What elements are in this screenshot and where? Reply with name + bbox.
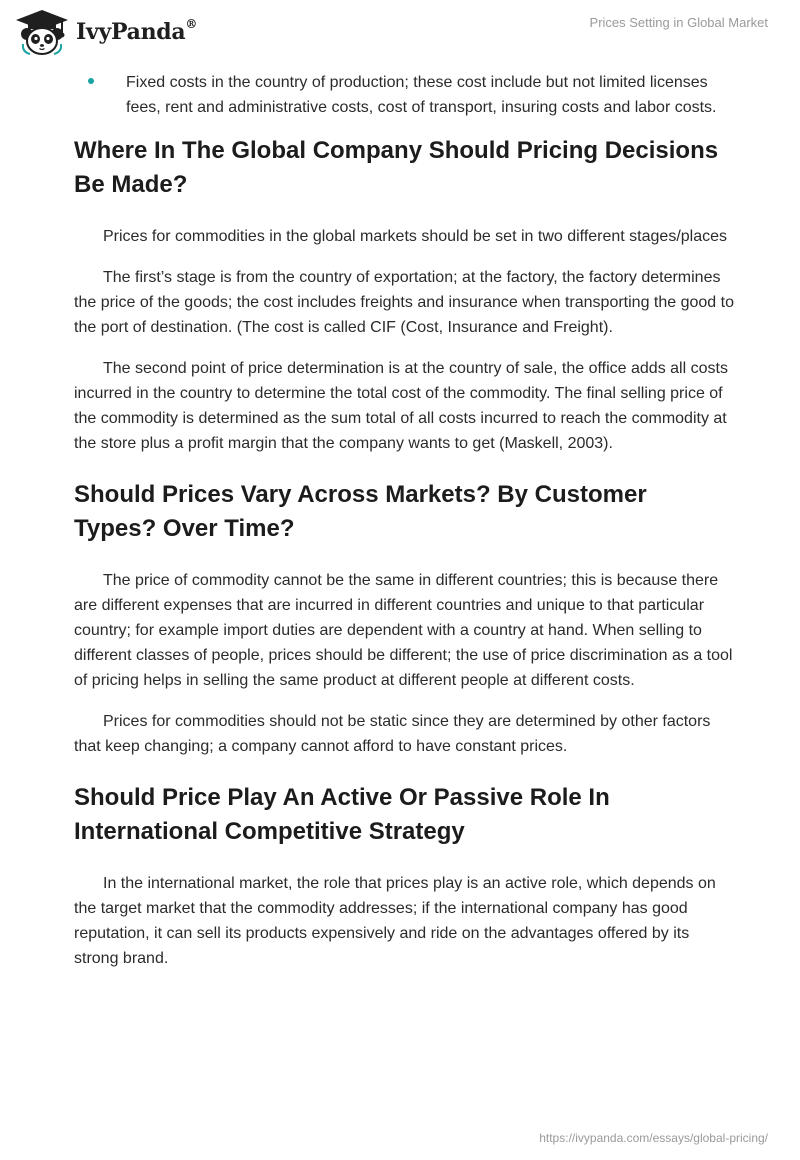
page-header bbox=[0, 0, 800, 64]
brand-name: IvyPanda® bbox=[76, 17, 198, 45]
document-title: Prices Setting in Global Market bbox=[589, 15, 768, 30]
section-heading: Where In The Global Company Should Pricing Decisions Be Made? bbox=[74, 137, 719, 198]
bullet-dot-icon bbox=[88, 78, 94, 84]
paragraph: Prices for commodities in the global markets should be set in two different stages/places bbox=[103, 228, 728, 245]
source-url-link[interactable]: https://ivypanda.com/essays/global-pricing/ bbox=[539, 1131, 768, 1145]
paragraph: In the international market, the role that prices play is an active role, which depends on the target market that the commodity addresses; if the international company has good reputation, it can sell its products expensively and ride on the advantages offered by its strong brand. bbox=[74, 875, 716, 967]
panda-graduate-icon bbox=[14, 8, 70, 56]
essay-content bbox=[74, 70, 734, 987]
section-heading: Should Prices Vary Across Markets? By Customer Types? Over Time? bbox=[74, 481, 647, 542]
list-item bbox=[74, 70, 734, 120]
paragraph: The second point of price determination is at the country of sale, the office adds all costs incurred in the country to determine the total cost of the commodity. The final selling price of the commodity is determined as the sum total of all costs incurred to reach the commodity at the store plus a profit margin that the company wants to get (Maskell, 2003). bbox=[74, 360, 728, 452]
paragraph: The first’s stage is from the country of exportation; at the factory, the factory determines the price of the goods; the cost includes freights and insurance when transporting the good to the port of destination. (The cost is called CIF (Cost, Insurance and Freight). bbox=[74, 269, 734, 336]
bullet-list bbox=[74, 70, 734, 120]
paragraph: The price of commodity cannot be the same in different countries; this is because there are different expenses that are incurred in different countries and unique to that particular country; for example import duties are dependent with a country at hand. When selling to different classes of people, prices should be different; the use of price discrimination as a tool of pricing helps in selling the same product at different people at different costs. bbox=[74, 572, 733, 689]
brand-logo[interactable] bbox=[14, 8, 197, 56]
section-heading: Should Price Play An Active Or Passive Role In International Competitive Strategy bbox=[74, 784, 610, 845]
paragraph: Prices for commodities should not be static since they are determined by other factors that keep changing; a company cannot afford to have constant prices. bbox=[74, 713, 711, 755]
list-item-text: Fixed costs in the country of production; these cost include but not limited licenses fees, rent and administrative costs, cost of transport, insuring costs and labor costs. bbox=[126, 74, 717, 116]
